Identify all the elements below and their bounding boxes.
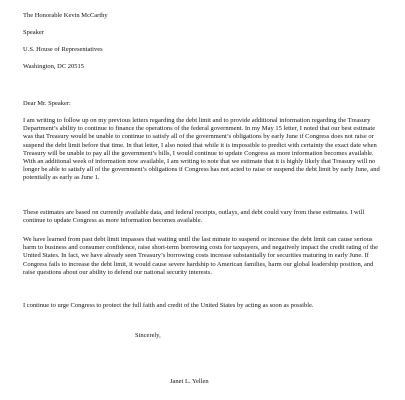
paragraph-1: I am writing to follow up on my previous letters regarding the debt limit and to provide additional information regarding the Treasury Department’s ability to continue to finance the operations of the federal government. In my May 15 letter, I noted that our best estimate was that Treasury would be unable to continue to satisfy all of the government’s obligations by early June if Congress does not raise or suspend the debt limit before that time. In that letter, I also noted that while it is impossible to predict with certainty the exact date when Treasury will be unable to pay all the government’s bills, I would continue to update Congress as more information becomes available. With an additional week of information now available, I am writing to note that we estimate that it is highly likely that Treasury will no longer be able to satisfy all of the government’s obligations if Congress has not acted to raise or suspend the debt limit by early June, and potentially as early as June 1. xyxy=(23,117,380,182)
signatory-name: Janet L. Yellen xyxy=(170,378,209,385)
paragraph-2: These estimates are based on currently available data, and federal receipts, outlays, and debt could vary from these estimates. I will continue to update Congress as more information becomes available. xyxy=(23,209,365,225)
recipient-organization: U.S. House of Representatives xyxy=(23,46,103,53)
recipient-name: The Honorable Kevin McCarthy xyxy=(23,12,108,19)
salutation: Dear Mr. Speaker: xyxy=(23,100,71,107)
closing: Sincerely, xyxy=(135,332,161,339)
paragraph-4: I continue to urge Congress to protect the full faith and credit of the United States by acting as soon as possible. xyxy=(23,302,314,309)
recipient-city: Washington, DC 20515 xyxy=(23,63,85,70)
paragraph-3: We have learned from past debt limit impasses that waiting until the last minute to suspend or increase the debt limit can cause serious harm to business and consumer confidence, raise short-term borrowing costs for taxpayers, and negatively impact the credit rating of the United States. In fact, we have already seen Treasury’s borrowing costs increase substantially for securities maturing in early June. If Congress fails to increase the debt limit, it would cause severe hardship to American families, harm our global leadership position, and raise questions about our ability to defend our national security interests. xyxy=(23,236,379,276)
recipient-title: Speaker xyxy=(23,29,44,36)
